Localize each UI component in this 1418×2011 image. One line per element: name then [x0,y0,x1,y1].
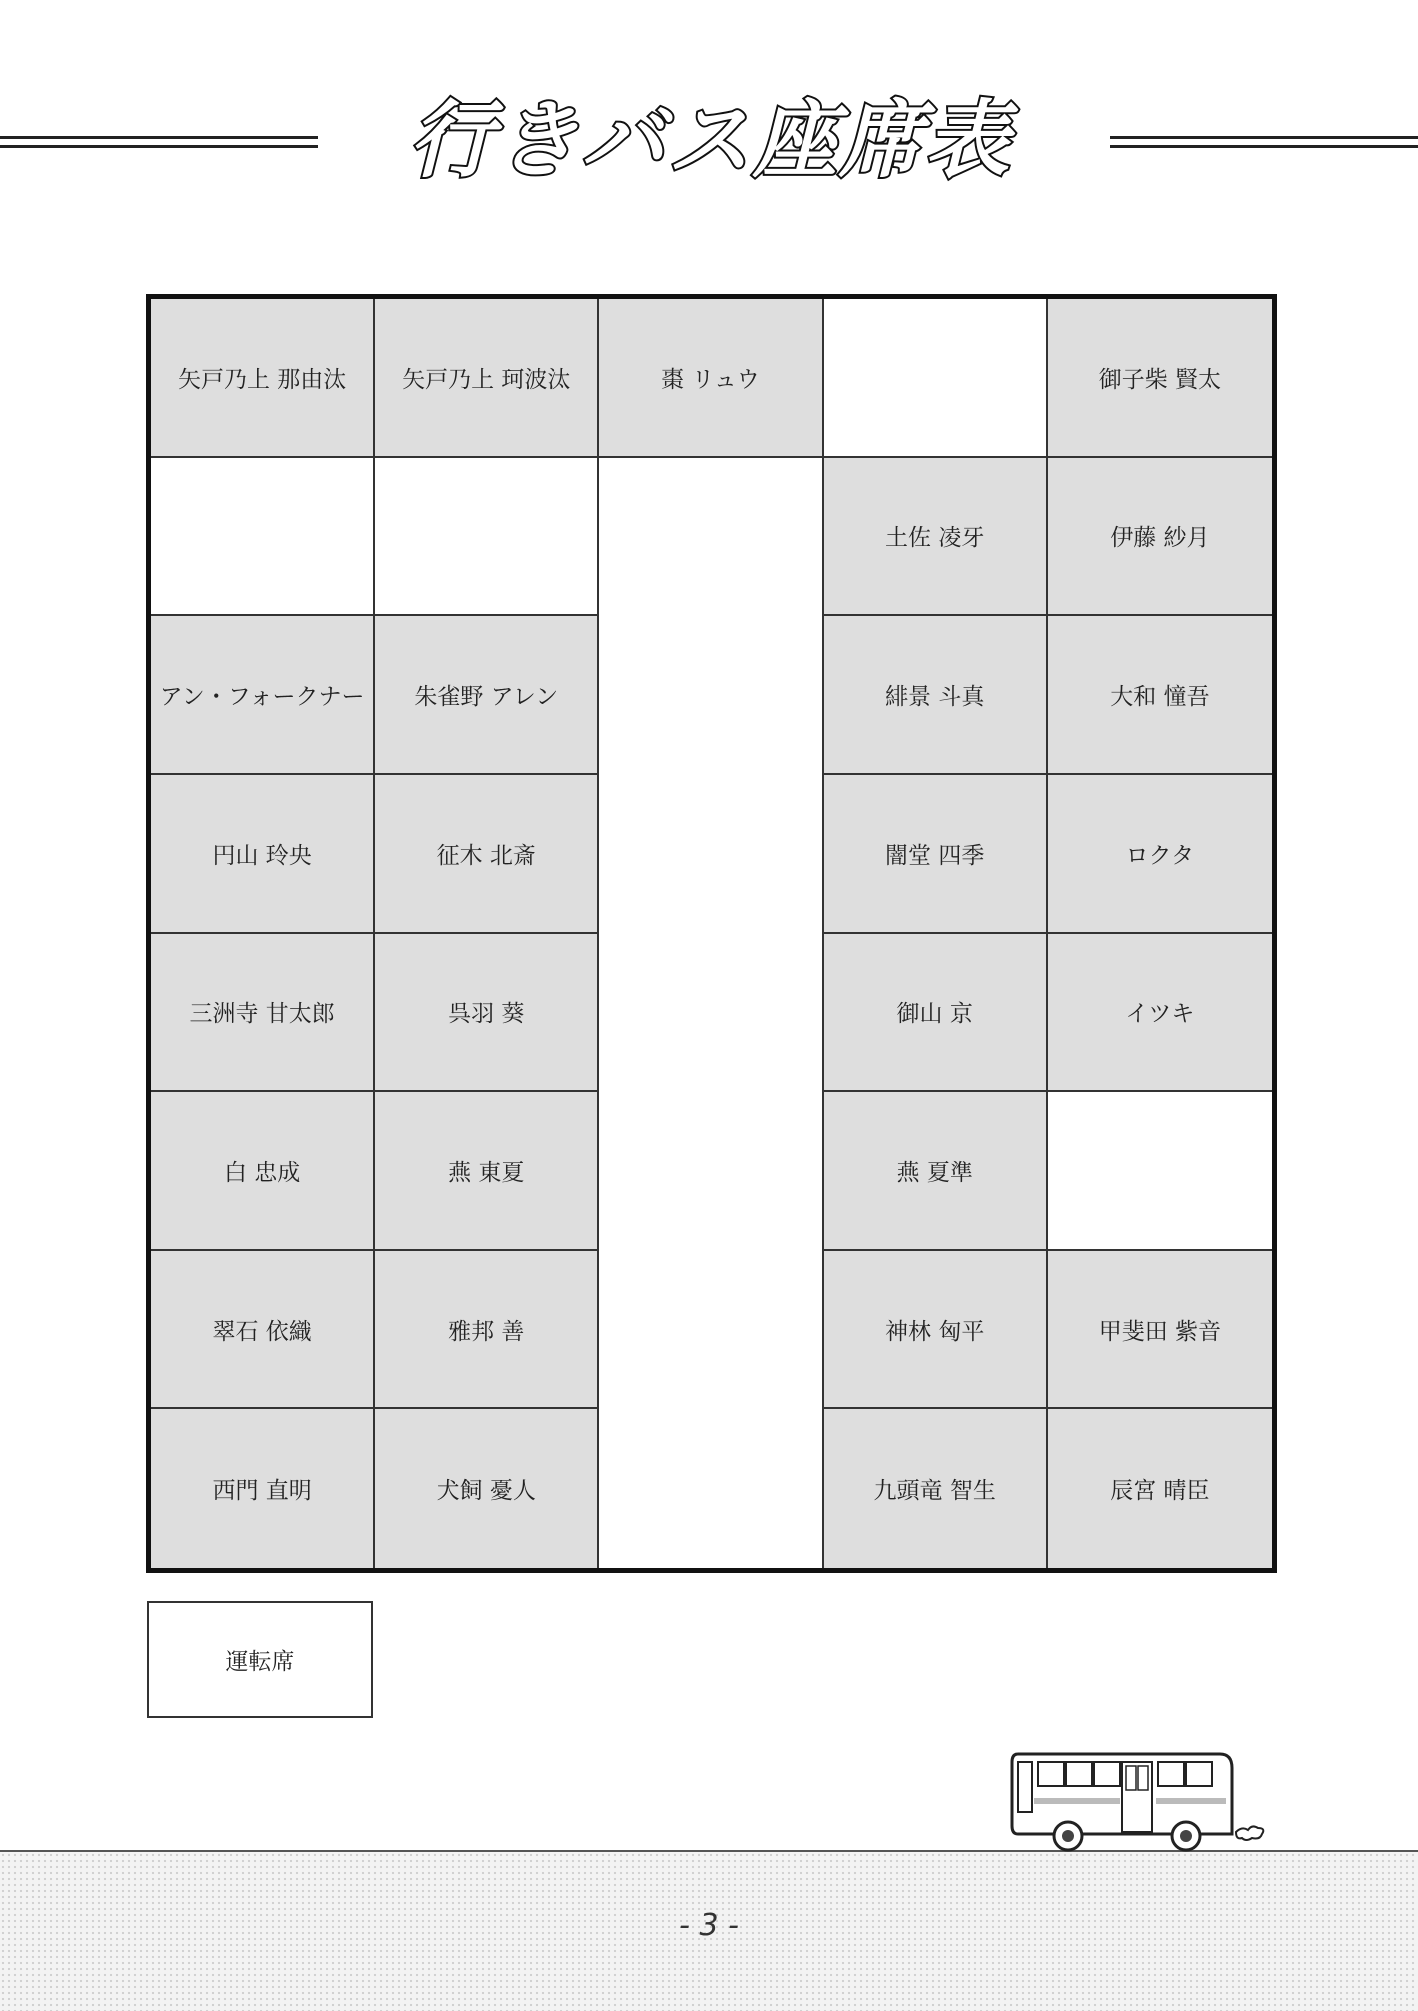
seat: 御山 京 [824,934,1048,1093]
seat: 翠石 依織 [151,1251,375,1410]
seat: ロクタ [1048,775,1272,934]
driver-seat: 運転席 [147,1601,373,1718]
title-rule-right [1110,136,1418,148]
seat: アン・フォークナー [151,616,375,775]
seating-chart [146,294,1277,1573]
seat: 闇堂 四季 [824,775,1048,934]
seat-empty [151,458,375,617]
seat: 棗 リュウ [599,299,823,458]
seat: 神林 匈平 [824,1251,1048,1410]
seat: 矢戸乃上 那由汰 [151,299,375,458]
aisle [599,458,823,1568]
seat: イツキ [1048,934,1272,1093]
seat: 白 忠成 [151,1092,375,1251]
seat: 九頭竜 智生 [824,1409,1048,1568]
seat: 緋景 斗真 [824,616,1048,775]
seat: 燕 東夏 [375,1092,599,1251]
seat-empty [824,299,1048,458]
seat: 円山 玲央 [151,775,375,934]
seat: 雅邦 善 [375,1251,599,1410]
seat: 燕 夏準 [824,1092,1048,1251]
seat: 伊藤 紗月 [1048,458,1272,617]
seat: 矢戸乃上 珂波汰 [375,299,599,458]
page-number: - 3 - [679,1908,739,1943]
seat: 西門 直明 [151,1409,375,1568]
page-title: 行きバス座席表 [408,91,1011,189]
seat-empty [1048,1092,1272,1251]
seat: 御子柴 賢太 [1048,299,1272,458]
seat-empty [375,458,599,617]
seat: 辰宮 晴臣 [1048,1409,1272,1568]
seat: 呉羽 葵 [375,934,599,1093]
seat: 犬飼 憂人 [375,1409,599,1568]
seat: 征木 北斎 [375,775,599,934]
seat: 甲斐田 紫音 [1048,1251,1272,1410]
seat: 朱雀野 アレン [375,616,599,775]
title-rule-left [0,136,318,148]
seat: 土佐 凌牙 [824,458,1048,617]
bus-icon [1010,1748,1285,1858]
seat: 大和 憧吾 [1048,616,1272,775]
seat: 三洲寺 甘太郎 [151,934,375,1093]
